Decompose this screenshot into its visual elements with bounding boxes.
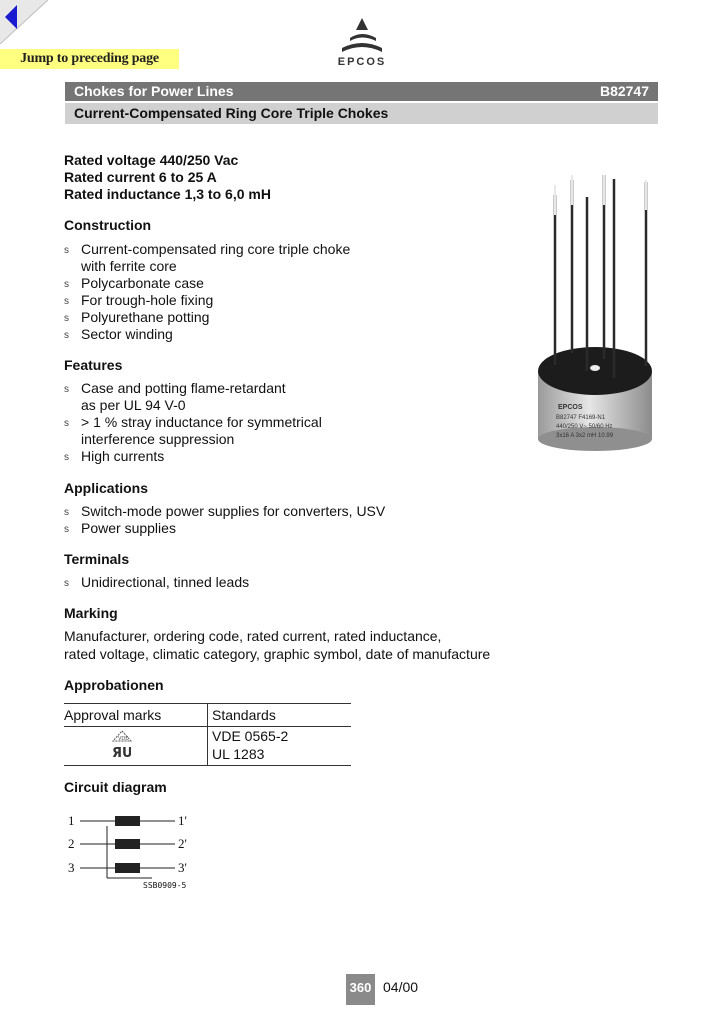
pin-label: 2'	[178, 836, 187, 851]
epcos-logo	[330, 16, 394, 72]
list-item: For trough-hole fixing	[81, 292, 214, 308]
features-heading: Features	[64, 357, 123, 373]
approbations-heading: Approbationen	[64, 677, 164, 693]
header-bar	[65, 82, 658, 101]
list-item: as per UL 94 V-0	[81, 397, 186, 413]
photo-marking: 3x16 A 3x2 mH 10.99	[556, 433, 614, 439]
standard-ul: UL 1283	[212, 746, 265, 762]
table-header-standards: Standards	[212, 707, 276, 723]
list-item: with ferrite core	[81, 258, 177, 274]
drawing-code: SSB0909-5	[143, 881, 187, 890]
rated-voltage: Rated voltage 440/250 Vac	[64, 152, 239, 168]
svg-text:VDE: VDE	[118, 736, 129, 742]
bullet-icon: s	[64, 245, 69, 256]
pin-label: 1'	[178, 813, 187, 828]
bullet-icon: s	[64, 313, 69, 324]
list-item: Polycarbonate case	[81, 275, 204, 291]
part-number: B82747	[599, 83, 649, 99]
bullet-icon: s	[64, 330, 69, 341]
epcos-logo-icon	[330, 16, 394, 56]
circuit-diagram	[60, 808, 200, 898]
bullet-icon: s	[64, 524, 69, 535]
bullet-icon: s	[64, 384, 69, 395]
pin-label: 3	[68, 860, 75, 875]
rated-inductance: Rated inductance 1,3 to 6,0 mH	[64, 186, 271, 202]
table-header-approval-marks: Approval marks	[64, 707, 162, 723]
marking-line: Manufacturer, ordering code, rated current, rated inductance,	[64, 628, 442, 644]
photo-marking: 440/250 V~ 50/60 Hz	[556, 424, 613, 430]
brand-name: EPCOS	[337, 56, 387, 68]
photo-marking: B82747 F4169-N1	[556, 415, 606, 421]
terminals-heading: Terminals	[64, 551, 130, 567]
back-arrow-icon[interactable]	[0, 0, 48, 44]
list-item: Unidirectional, tinned leads	[81, 574, 250, 590]
rated-current: Rated current 6 to 25 A	[64, 169, 217, 185]
ring-core-choke-image	[530, 175, 660, 455]
list-item: Power supplies	[81, 520, 176, 536]
bullet-icon: s	[64, 452, 69, 463]
page-number: 360	[346, 974, 375, 1005]
applications-heading: Applications	[64, 480, 149, 496]
list-item: Polyurethane potting	[81, 309, 210, 325]
bullet-icon: s	[64, 279, 69, 290]
list-item: Switch-mode power supplies for converters, USV	[81, 503, 386, 519]
page-subtitle: Current-Compensated Ring Core Triple Chokes	[74, 105, 389, 121]
list-item: > 1 % stray inductance for symmetrical	[81, 414, 322, 430]
marking-heading: Marking	[64, 605, 118, 621]
list-item: interference suppression	[81, 431, 235, 447]
pin-label: 2	[68, 836, 75, 851]
svg-text:ЯU: ЯU	[112, 746, 131, 759]
jump-to-preceding-page-link[interactable]: Jump to preceding page	[0, 49, 179, 69]
bullet-icon: s	[64, 507, 69, 518]
circuit-heading: Circuit diagram	[64, 779, 167, 795]
bullet-icon: s	[64, 296, 69, 307]
photo-brand: EPCOS	[558, 404, 583, 411]
table-bottom-rule	[64, 765, 351, 766]
list-item: Sector winding	[81, 326, 173, 342]
page-date: 04/00	[383, 979, 419, 995]
pin-label: 3'	[178, 860, 187, 875]
list-item: High currents	[81, 448, 165, 464]
construction-heading: Construction	[64, 217, 152, 233]
marking-line: rated voltage, climatic category, graphic symbol, date of manufacture	[64, 646, 491, 662]
ratings-block	[64, 152, 271, 203]
ul-mark-icon	[111, 745, 131, 764]
pin-label: 1	[68, 813, 75, 828]
standard-vde: VDE 0565-2	[212, 728, 289, 744]
bullet-icon: s	[64, 578, 69, 589]
product-photo	[530, 175, 660, 455]
table-column-divider	[207, 703, 208, 765]
page-title: Chokes for Power Lines	[74, 83, 234, 99]
subtitle-bar	[65, 103, 658, 124]
list-item: Case and potting flame-retardant	[81, 380, 286, 396]
list-item: Current-compensated ring core triple choke	[81, 241, 351, 257]
bullet-icon: s	[64, 418, 69, 429]
